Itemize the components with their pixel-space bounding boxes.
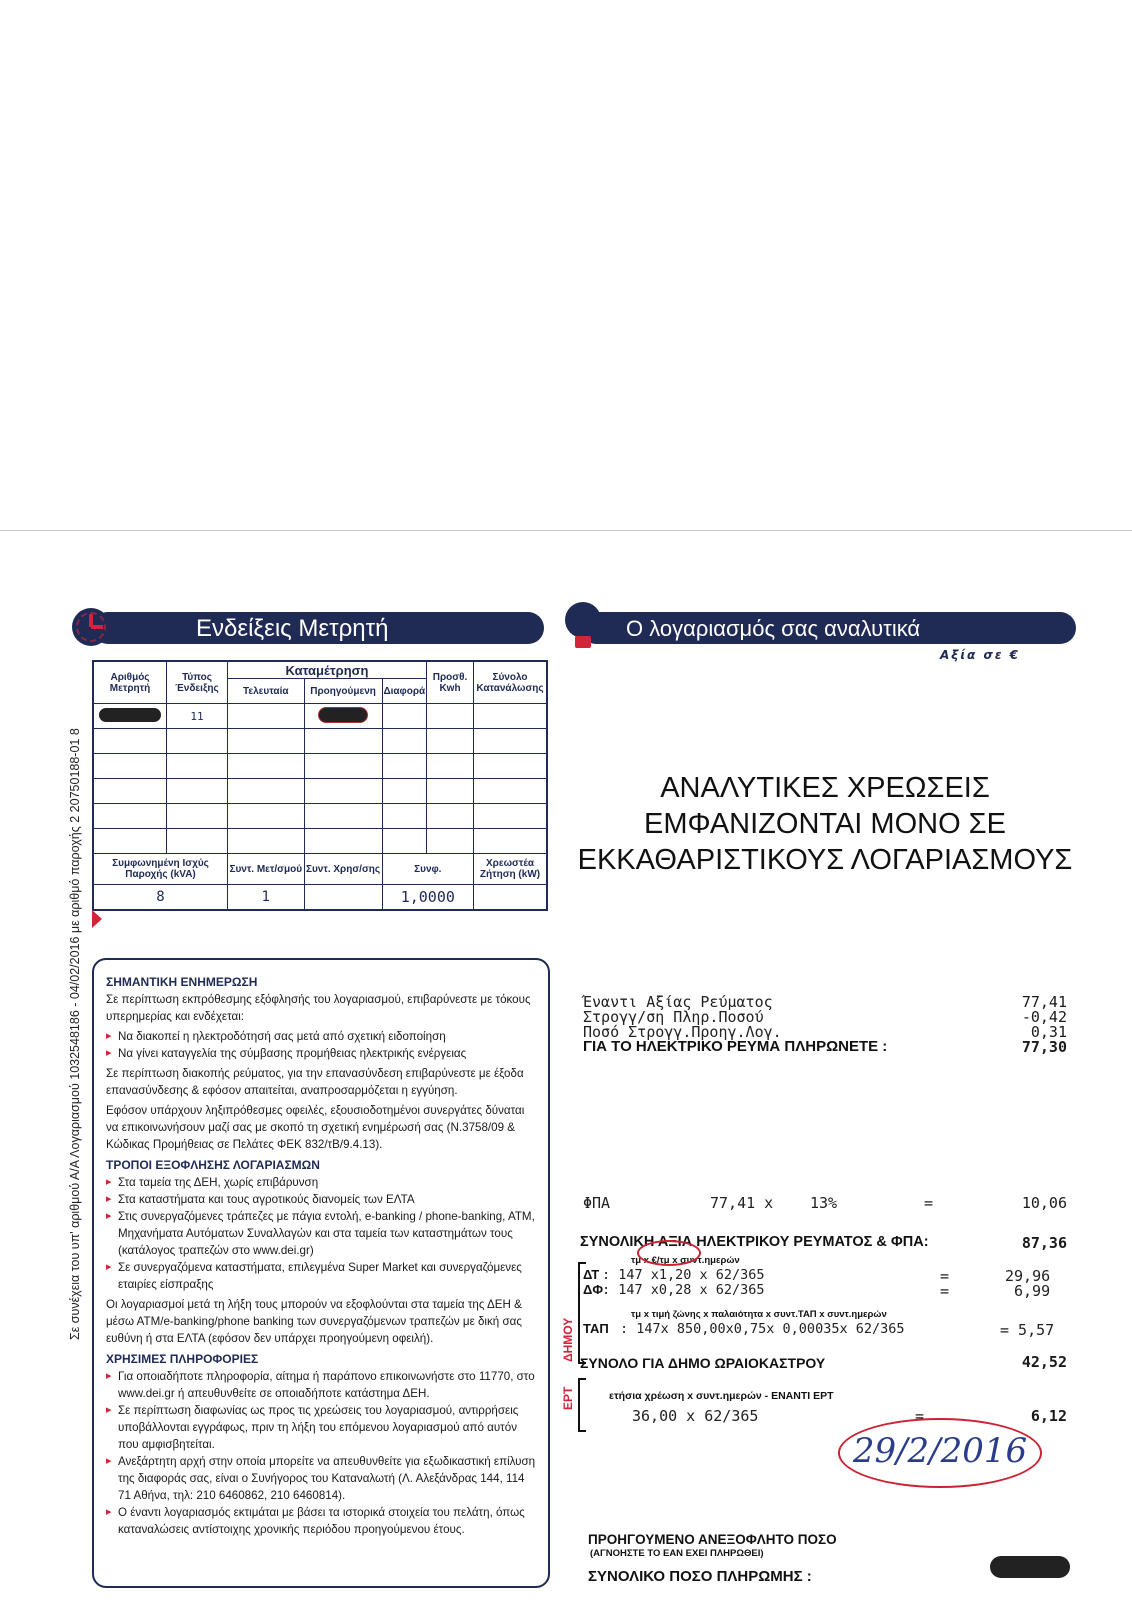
table-row [93,704,547,729]
list-item: ▸ Στα καταστήματα και τους αγροτικούς διανομείς των ΕΛΤΑ [106,1191,538,1208]
clock-icon [72,608,110,646]
col-meter-no: Αριθμός Μετρητή [93,661,167,704]
energy-total-value: 77,30 [1021,1038,1067,1056]
col-previous: Προηγούμενη [304,679,382,704]
list-item: ▸ Στις συνεργαζόμενες τράπεζες με πάγια εντολή, e-banking / phone-banking, ATM, Μηχανήματα Αυτόματων Συναλλαγών και στα ταμεία των καταστημάτων τους (κατάλογος τραπεζών στο www.dei.gr) [106,1208,538,1259]
pointer-triangle-icon [92,910,102,928]
col-last: Τελευταία [228,679,305,704]
table-row [93,729,547,754]
col-difference: Διαφορά [382,679,426,704]
tap-value: = 5,57 [1000,1321,1055,1339]
table-row [93,754,547,779]
ert-bracket [578,1378,586,1432]
meter-section-title: Ενδείξεις Μετρητή [196,615,389,642]
charge-value: 77,41 [1021,993,1067,1011]
vat-base: 77,41 x [710,1194,774,1212]
dt-label: ΔΤ [583,1267,600,1282]
list-item: ▸ Ο έναντι λογαριασμός εκτιμάται με βάσει τα ιστορικά στοιχεία του πελάτη, όπως καταναλώσεις αντίστοιχης χρονικής περιόδου προηγούμενου έτους. [106,1504,538,1538]
value-demand [474,885,548,911]
handwritten-date: 29/2/2016 [838,1418,1042,1488]
dt-formula: : 147 x1,20 x 62/365 [602,1267,765,1283]
list-item: ▸ Σε συνεργαζόμενα καταστήματα, επιλεγμένα Super Market και συνεργαζόμενες εταιρίες είσπραξης [106,1259,538,1293]
charge-label: Ποσό Στρογγ.Προηγ.Λογ. [583,1023,782,1041]
dt-equals: = [940,1267,950,1285]
dt-formula-header: τμ x €/τμ x συντ.ημερών [631,1255,740,1266]
df-value: 6,99 [1014,1282,1051,1300]
list-item: ▸ Σε περίπτωση διαφωνίας ως προς τις χρεώσεις του λογαριασμού, αντιρρήσεις υποβάλλονται εγγράφως, πριν τη λήξη του επόμενου λογαριασμού από αυτόν που αμφισβητείται. [106,1402,538,1453]
tap-label: ΤΑΠ [583,1321,609,1336]
detailed-charges-notice [560,770,1090,878]
value-agreed-power: 8 [93,885,228,911]
bill-section-title: Ο λογαριασμός σας αναλυτικά [626,616,921,641]
previous-unpaid-note: (ΑΓΝΟΗΣΤΕ ΤΟ ΕΑΝ ΕΧΕΙ ΠΛΗΡΩΘΕΙ) [590,1548,764,1559]
grand-total-value: 87,36 [1021,1234,1067,1252]
info-paragraph: Εφόσον υπάρχουν ληξιπρόθεσμες οφειλές, εξουσιοδοτημένοι συνεργάτες δύναται να επικοινωνήσουν μαζί σας με σκοπό τη σχετική ενημέρωσή σας (Ν.3758/09 & Κώδικας Προμήθειας σε Πελάτες ΦΕΚ 832/τΒ/9.4.13). [106,1104,525,1151]
value-use-coef [304,885,382,911]
energy-total-label: ΓΙΑ ΤΟ ΗΛΕΚΤΡΙΚΟ ΡΕΥΜΑ ΠΛΗΡΩΝΕΤΕ : [583,1038,888,1055]
col-measurement: Καταμέτρηση [228,661,427,679]
list-item: ▸ Στα ταμεία της ΔΕΗ, χωρίς επιβάρυνση [106,1174,538,1191]
tap-formula-header: τμ x τιμή ζώνης x παλαιότητα x συντ.ΤΑΠ x συντ.ημερών [631,1309,887,1320]
notice-line: ΕΚΚΑΘΑΡΙΣΤΙΚΟΥΣ ΛΟΓΑΡΙΑΣΜΟΥΣ [577,844,1073,876]
info-paragraph: Οι λογαριασμοί μετά τη λήξη τους μπορούν να εξοφλούνται στα ταμεία της ΔΕΗ & μέσω ΑΤΜ/e-banking/phone banking των συνεργαζόμενων τραπεζών με δική σας ευθύνη ή στα ΕΛΤΑ (εφόσον δεν υπάρχει προηγούμενη οφειλή). [106,1298,522,1345]
ert-equals: = [915,1407,925,1425]
handwritten-circle-mark [637,1240,701,1266]
list-item: ▸ Να διακοπεί η ηλεκτροδότησή σας μετά από σχετική ειδοποίηση [106,1028,538,1045]
dt-value: 29,96 [1005,1267,1051,1285]
tap-formula: : 147x 850,00x0,75x 0,00035x 62/365 [620,1321,905,1337]
previous-unpaid-label: ΠΡΟΗΓΟΥΜΕΝΟ ΑΝΕΞΟΦΛΗΤΟ ΠΟΣΟ [588,1532,837,1547]
col-use-coef: Συντ. Χρησ/σης [304,854,382,885]
charge-value: -0,42 [1021,1008,1067,1026]
useful-info-heading: ΧΡΗΣΙΜΕΣ ΠΛΗΡΟΦΟΡΙΕΣ [106,1352,259,1366]
important-notice-heading: ΣΗΜΑΝΤΙΚΗ ΕΝΗΜΕΡΩΣΗ [106,975,258,989]
col-total-consumption: Σύνολο Κατανάλωσης [474,661,548,704]
ert-formula: 36,00 x 62/365 [632,1407,759,1425]
lightbulb-base-icon [575,636,591,648]
df-label: ΔΦ [583,1282,604,1297]
value-meter-coef: 1 [228,885,305,911]
municipality-total-label: ΣΥΝΟΛΟ ΓΙΑ ΔΗΜΟ ΩΡΑΙΟΚΑΣΤΡΟΥ [580,1355,826,1371]
col-meter-coef: Συντ. Μετ/σμού [228,854,305,885]
total-payment-label: ΣΥΝΟΛΙΚΟ ΠΟΣΟ ΠΛΗΡΩΜΗΣ : [588,1568,812,1585]
redacted-total-amount [990,1556,1070,1578]
charge-label: Έναντι Αξίας Ρεύματος [583,993,773,1011]
redacted-meter-number [99,708,161,722]
col-added-kwh: Προσθ. Kwh [427,661,474,704]
df-formula: : 147 x0,28 x 62/365 [602,1282,765,1298]
ert-formula-header: ετήσια χρέωση x συντ.ημερών - ΕΝΑΝΤΙ ΕΡΤ [609,1390,834,1402]
table-row [93,804,547,829]
info-box [92,958,550,1588]
notice-line: ΑΝΑΛΥΤΙΚΕΣ ΧΡΕΩΣΕΙΣ [660,772,990,804]
side-reference-text: Σε συνέχεια του υπ' αριθμού Α/Α Λογαριασμού 1032548186 - 04/02/2016 με αριθμό παροχής 2 20750188-01 8 [68,728,82,1340]
bill-section-header [580,612,1076,644]
paper-fold-line [0,530,1132,531]
list-item: ▸ Ανεξάρτητη αρχή στην οποία μπορείτε να απευθυνθείτε για εξωδικαστική επίλυση της διαφοράς σας, είναι ο Συνήγορος του Καταναλωτή (Λ. Αλεξάνδρας 144, 114 71 Αθήνα, τηλ: 210 6460862, 210 6460814). [106,1453,538,1504]
df-equals: = [940,1282,950,1300]
grand-total-label: ΣΥΝΟΛΙΚΗ ΑΞΙΑ ΗΛΕΚΤΡΙΚΟΥ ΡΕΥΜΑΤΟΣ & ΦΠΑ: [580,1234,929,1250]
municipality-tag: ΔΗΜΟΥ [561,1317,575,1362]
meter-section-header [92,612,544,644]
cell-type: 11 [167,704,228,729]
vat-rate: 13% [810,1194,838,1212]
vat-label: ΦΠΑ [583,1194,611,1212]
ert-tag: ΕΡΤ [561,1386,575,1410]
col-demand: Χρεωστέα Ζήτηση (kW) [474,854,548,885]
info-paragraph: Σε περίπτωση εκπρόθεσμης εξόφλησής του λογαριασμού, επιβαρύνεστε με τόκους υπερημερίας και ενδέχεται: [106,993,531,1023]
table-row [93,779,547,804]
col-type: Τύπος Ένδειξης [167,661,228,704]
info-paragraph: Σε περίπτωση διακοπής ρεύματος, για την επανασύνδεση επιβαρύνεστε με έξοδα επανασύνδεσης & εφόσον απαιτείται, αναπροσαρμόζεται η εγγύηση. [106,1067,524,1097]
value-cosphi: 1,0000 [382,885,473,911]
value-in-euro-label: Αξία σε € [940,648,1021,662]
notice-line: ΕΜΦΑΝΙΖΟΝΤΑΙ ΜΟΝΟ ΣΕ [644,808,1006,840]
payment-methods-heading: ΤΡΟΠΟΙ ΕΞΟΦΛΗΣΗΣ ΛΟΓΑΡΙΑΣΜΩΝ [106,1158,320,1172]
lightbulb-icon [565,602,601,638]
ert-value: 6,12 [1030,1407,1067,1425]
vat-value: 10,06 [1021,1194,1067,1212]
municipality-total-value: 42,52 [1021,1353,1067,1371]
col-cosphi: Συνφ. [382,854,473,885]
vat-equals: = [924,1194,934,1212]
meter-readings-table [92,660,548,911]
table-row [93,829,547,854]
col-agreed-power: Συμφωνημένη Ισχύς Παροχής (kVA) [93,854,228,885]
redacted-previous-reading [319,708,367,722]
charge-label: Στρογγ/ση Πληρ.Ποσού [583,1008,764,1026]
list-item: ▸ Να γίνει καταγγελία της σύμβασης προμήθειας ηλεκτρικής ενέργειας [106,1045,538,1062]
list-item: ▸ Για οποιαδήποτε πληροφορία, αίτημα ή παράπονο επικοινωνήστε στο 11770, στο www.dei.gr ή απευθυνθείτε σε οποιαδήποτε κατάστημα ΔΕΗ. [106,1368,538,1402]
charge-value: 0,31 [1030,1023,1067,1041]
